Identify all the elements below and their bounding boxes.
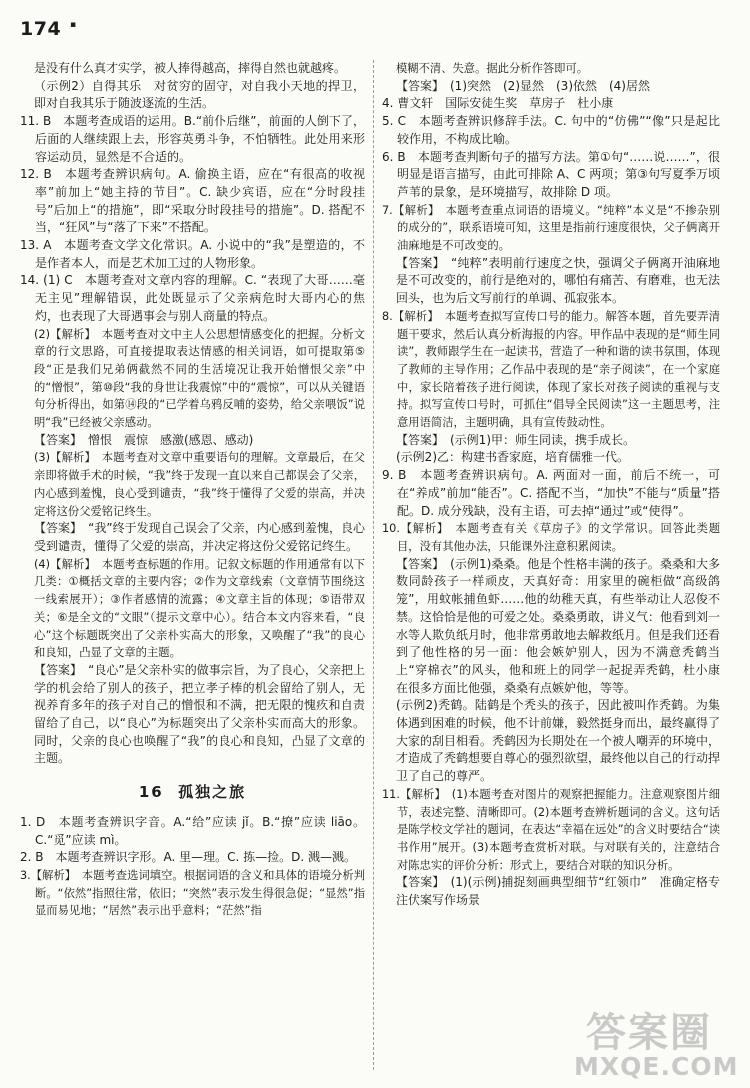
analysis-paragraph: (2)【解析】 本题考查对文中主人公思想情感变化的把握。分析文章的行文思路，可直接提取表达情感的相关词语，如可提取第⑤段“正是我们兄弟俩截然不同的生活境况让我开始憎恨父亲”中的“憎恨”，第⑩段“我的身世让我震惊”中的“震惊”，可以从关键语句分析得出，如第⑭段的“已学着乌鸦反哺的姿势，给父亲喂饭”说明“我”已经被父亲感动。 xyxy=(34,327,365,430)
answer-paragraph: 是没有什么真才实学，被人捧得越高，摔得自然也就越疼。 xyxy=(34,61,347,75)
answer-item-11: 11.【解析】 (1)本题考查对图片的观察把握能力。注意观察图片细节，表述完整、清晰即可。(2)本题考查辨析题词的含义。这句话是陈学校文学社的题词，在表达“幸福在远处”的含义时要结合“读书作用”展开。(3)本题考查赏析对联。与对联有关的，注意结合对陈忠实的评价分析：形式上，要结合对联的知识分析。 xyxy=(382,787,720,872)
analysis-paragraph: (3)【解析】 本题考查对文章中重要语句的理解。文章最后，在父亲即将做手术的时候，“我”终于发现一直以来自己都误会了父亲，内心感到羞愧，良心受到谴责，“我”终于懂得了父爱的崇高，并决定将这份父爱铭记终生。 xyxy=(34,451,365,518)
answer-item-4: 4. 曹文轩 国际安徒生奖 草房子 杜小康 xyxy=(382,96,614,111)
answer-item-2: 2. B 本题考查辨识字形。A. 里—理。C. 拣—捡。D. 溅—溅。 xyxy=(20,850,357,865)
answer-paragraph: 【答案】 憎恨 震惊 感激(感恩、感动) xyxy=(34,432,254,447)
answer-item-13: 13. A 本题考查文学文化常识。A. 小说中的“我”是塑造的，不是作者本人，而是艺术加工过的人物形象。 xyxy=(20,238,365,270)
answer-paragraph: 【答案】 “我”终于发现自己误会了父亲，内心感到羞愧，良心受到谴责，懂得了父爱的崇高，并决定将这份父爱铭记终生。 xyxy=(34,521,365,553)
answer-paragraph: (示例2)秃鹤。陆鹤是个秃头的孩子，因此被叫作秃鹤。为集体遇到困难的时候，他不计前嫌，毅然挺身而出，最终赢得了大家的刮目相看。秃鹤因为长期处在一个被人嘲弄的环境中，才造成了秃鹤想要自尊心的强烈欲望，最终他以自己的行动捍卫了自己的尊严。 xyxy=(396,698,721,784)
answer-item-14: 14. (1) C 本题考查对文章内容的理解。C. “表现了大哥……毫无主见”理解错误，此处既显示了父亲病危时大哥内心的焦灼，也表现了大哥遇事会与别人商量的特点。 xyxy=(20,273,365,323)
answer-item-9: 9. B 本题考查辨识病句。A. 两面对一面，前后不统一，可在“养成”前加“能否”。C. 搭配不当，“加快”不能与“质量”搭配。D. 成分残缺，没有主语，可去掉“通过”或“使得”。 xyxy=(382,468,720,518)
section-title xyxy=(20,784,365,802)
answer-item-7: 7.【解析】 本题考查重点词语的语境义。“纯粹”本义是“不掺杂别的成分的”，联系语境可知，这里是指前行速度很快，父子俩离开油麻地是不可改变的。 xyxy=(382,203,720,253)
answer-item-8: 8.【解析】 本题考查拟写宣传口号的能力。解答本题，首先要弄清题干要求，然后认真分析海报的内容。甲作品中表现的是“师生同读”，教师跟学生在一起读书，营造了一种和谐的读书氛围，体现了教师的主导作用；乙作品中表现的是“亲子阅读”，在一个家庭中，家长陪着孩子进行阅读，体现了家长对孩子阅读的重视与支持。拟写宣传口号时，可抓住“倡导全民阅读”这一主题思考，注意用语简洁，主题明确，具有宣传鼓动性。 xyxy=(382,309,720,430)
watermark-line-1: 答案圈 xyxy=(586,1009,712,1056)
answer-item-12: 12. B 本题考查辨识病句。A. 偷换主语，应在“有很高的收视率”前加上“她主持的节目”。C. 缺少宾语，应在“分时段挂号”后加上“的措施”，即“采取分时段挂号的措施”。D. 搭配不当，“狂风”与“落了下来”不搭配。 xyxy=(20,167,365,235)
answer-item-6: 6. B 本题考查判断句子的描写方法。第①句“……说……”，很明显是语言描写，由此可排除 A、C 两项；第③句写夏季万顷芦苇的景象，是环境描写，故排除 D 项。 xyxy=(382,149,720,199)
answer-paragraph: 【答案】 (1)突然 (2)显然 (3)依然 (4)居然 xyxy=(396,78,650,93)
section-name: 孤独之旅 xyxy=(178,783,247,802)
analysis-paragraph: (4)【解析】 本题考查标题的作用。记叙文标题的作用通常有以下几类：①概括文章的主要内容；②作为文章线索（文章情节围绕这一线索展开）；③作者感情的流露；④文章主旨的体现；⑤语带双关；⑥是全文的“文眼”（提示文章中心）。结合本文内容来看，“良心”这个标题既突出了父亲朴实高大的形象，又唤醒了“我”的良心和良知，凸显了文章的主题。 xyxy=(34,557,365,660)
answer-paragraph: 【答案】 “良心”是父亲朴实的做事宗旨，为了良心，父亲把上学的机会给了别人的孩子，把立孝子棒的机会留给了别人，无视养育多年的孩子对自己的憎恨和不满，把无限的愧疚和自责留给了自己，以“良心”为标题突出了父亲朴实而高大的形象。同时，父亲的良心也唤醒了“我”的良心和良知，凸显了文章的主题。 xyxy=(34,662,365,766)
answer-paragraph: 【答案】 (示例1)甲：师生同读，携手成长。 xyxy=(396,432,635,447)
column-divider xyxy=(373,60,374,1070)
answer-item-3: 3.【解析】 本题考查选词填空。根据词语的含义和具体的语境分析判断。“依然”指照往常，依旧；“突然”表示发生得很急促；“显然”指显而易见地；“居然”表示出乎意料；“茫然”指 xyxy=(20,868,365,918)
answer-paragraph: (示例2)乙：构建书香家庭，培育儒雅一代。 xyxy=(396,450,629,465)
left-column xyxy=(20,60,365,920)
answer-paragraph: 【答案】 (示例1)桑桑。他是个性格丰满的孩子。桑桑和大多数同龄孩子一样顽皮，天真好奇：用家里的碗柜做“高级鸽笼”，用蚊帐捕鱼虾……他的幼稚天真，有些举动让人忍俊不禁。这恰恰是他的可爱之处。桑桑勇敢，讲义气：他看到刘一水等人欺负纸月时，他非常勇敢地去解救纸月。但是我们还看到了他性格的另一面：他会嫉妒别人，因为不满意秃鹤当上“穿棉衣”的风头，他和班上的同学一起捉弄秃鹤，杜小康在很多方面比他强，桑桑有点嫉妒他，等等。 xyxy=(396,556,721,695)
watermark-line-2: MXQE.COM xyxy=(574,1051,739,1081)
answer-paragraph: （示例2）自得其乐 对贫穷的固守，对自我小天地的捍卫，即对自我其乐于随波逐流的生活。 xyxy=(34,78,365,111)
answer-item-11: 11. B 本题考查成语的运用。B.“前仆后继”，前面的人倒下了，后面的人继续跟上去，形容英勇斗争，不怕牺牲。此处用来形容运动员，显然是不合适的。 xyxy=(20,114,365,164)
watermark-logo xyxy=(574,1009,739,1081)
section-number: 16 xyxy=(138,783,164,802)
analysis-paragraph: 模糊不清、失意。据此分析作答即可。 xyxy=(396,62,589,75)
right-column xyxy=(382,60,720,910)
answer-item-5: 5. C 本题考查辨识修辞手法。C. 句中的“仿佛”“像”只是起比较作用，不构成比喻。 xyxy=(382,114,720,146)
header-mark: ▪ xyxy=(70,20,77,30)
answer-item-1: 1. D 本题考查辨识字音。A.“给”应读 jǐ。B.“撩”应读 liāo。C.“觅”应读 mì。 xyxy=(20,814,365,847)
answer-item-10: 10.【解析】 本题考查有关《草房子》的文学常识。回答此类题目，没有其他办法，只能课外注意积累阅读。 xyxy=(382,522,720,553)
page-number: 174 xyxy=(20,18,62,40)
answer-paragraph: 【答案】 “纯粹”表明前行速度之快，强调父子俩离开油麻地是不可改变的，前行是绝对的，哪怕有痛苦、有磨难，也无法回头，也为后文写前行的单调、孤寂张本。 xyxy=(396,255,721,306)
answer-paragraph: 【答案】 (1)(示例)捕捉刻画典型细节“红领巾” 准确定格专注伏案写作场景 xyxy=(396,875,720,908)
